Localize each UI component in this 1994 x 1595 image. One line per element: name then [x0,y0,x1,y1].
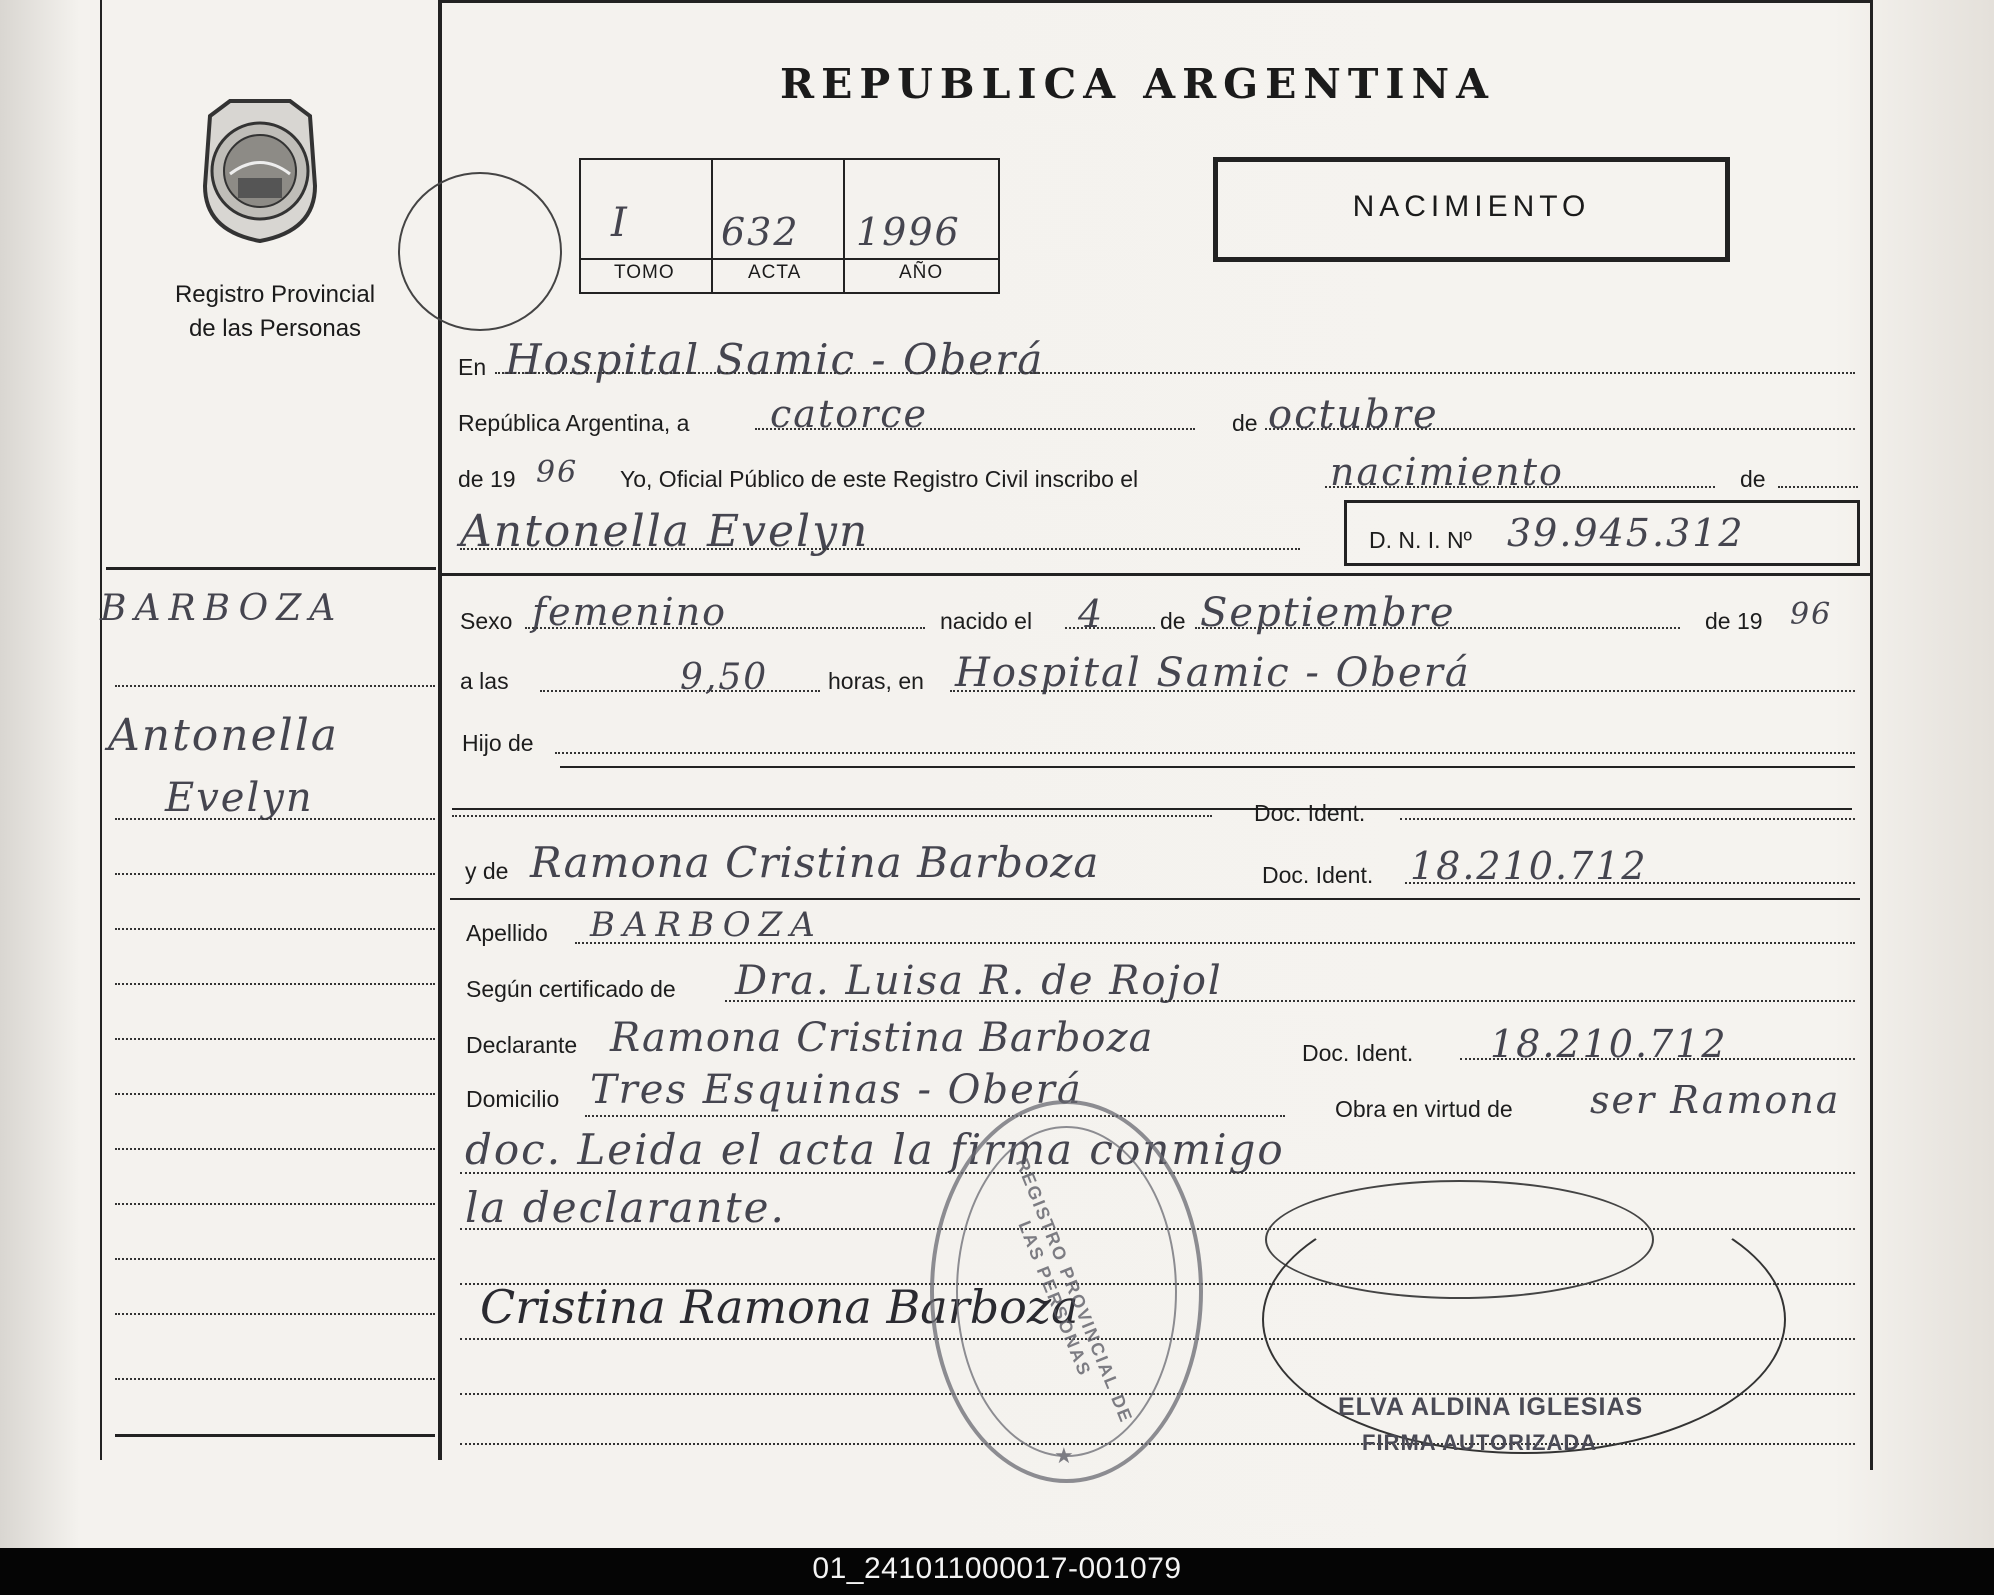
declarant-signature: Cristina Ramona Barboza [480,1280,1079,1334]
mother-doc: 18.210.712 [1410,844,1648,888]
year-prefix: de 19 [458,466,516,492]
y-de-label: y de [465,858,509,884]
mother-value: Ramona Cristina Barboza [530,838,1100,887]
hijo-rule [560,766,1855,768]
inscribo-line [1325,486,1715,488]
father-doc-line [1400,818,1855,820]
pen-circle-mark [398,172,562,331]
registry-office-label: Registro Provincial de las Personas [174,281,376,342]
margin-line [115,983,435,985]
registry-stamp-text: REGISTRO PROVINCIAL DE LAS PERSONAS [1011,1155,1137,1427]
domicilio-line [585,1115,1285,1117]
dni-box [1344,500,1860,566]
apellido-line [575,942,1855,944]
horas-label: horas, en [828,668,924,694]
margin-line [115,818,435,820]
margin-given-name-2: Evelyn [165,775,314,821]
record-type-box [1213,157,1730,262]
record-type-label: NACIMIENTO [1352,190,1591,223]
day-line [755,428,1195,430]
place-value: Hospital Samic - Oberá [955,650,1471,696]
margin-line [115,1378,435,1380]
birth-month: Septiembre [1200,590,1456,636]
en-value: Hospital Samic - Oberá [505,335,1045,384]
declarante-doc-line [1460,1058,1855,1060]
month-line [1265,428,1855,430]
tomo-value: I [611,200,629,246]
margin-line [115,685,435,687]
star-icon: ★ [1054,1443,1074,1468]
doc-ident3-label: Doc. Ident. [1302,1040,1414,1066]
record-reference-box [579,158,1000,294]
image-id-label: 01_241011000017-001079 [812,1552,1182,1585]
ano-value: 1996 [856,210,961,254]
de2-line [1778,486,1858,488]
republica-label: República Argentina, a [458,410,690,436]
left-margin-line [100,0,102,1460]
ano-label: AÑO [899,262,944,283]
registry-stamp [930,1100,1203,1483]
margin-line [115,1203,435,1205]
birth-year-suffix: 96 [1790,597,1833,632]
de4-label: de 19 [1705,608,1763,634]
margin-line [115,873,435,875]
birth-day: 4 [1078,592,1105,636]
statement-line-1: doc. Leida el acta la firma conmigo [465,1125,1285,1174]
inscribo-text: Yo, Oficial Público de este Registro Civil inscribo el [620,466,1139,492]
inscribo-value: nacimiento [1330,450,1564,494]
certificado-label: Según certificado de [466,976,676,1002]
acta-label: ACTA [748,262,802,283]
section-rule [442,573,1870,576]
top-border [438,0,1873,3]
day-value: catorce [770,392,929,436]
province-seal [190,96,330,246]
tomo-label: TOMO [614,262,675,283]
father-line [452,815,1212,817]
month-value: octubre [1268,392,1439,438]
official-title: FIRMA AUTORIZADA [1362,1430,1598,1455]
a-las-label: a las [460,668,509,694]
acta-value: 632 [721,210,800,254]
birth-day-line [1065,627,1155,629]
official-name: ELVA ALDINA IGLESIAS [1338,1393,1644,1421]
blank-line [460,1443,1855,1445]
declarante-doc: 18.210.712 [1490,1022,1728,1066]
dni-value: 39.945.312 [1507,511,1745,555]
margin-line [115,928,435,930]
certificado-line [725,1000,1855,1002]
hijo-label: Hijo de [462,730,534,756]
margin-line [115,1148,435,1150]
hour-value: 9,50 [680,657,769,698]
de2-label: de [1740,466,1766,492]
apellido-value: BARBOZA [590,905,823,945]
hijo-line [555,752,1855,754]
sexo-value: femenino [532,590,728,634]
domicilio-label: Domicilio [466,1086,560,1112]
declarante-value: Ramona Cristina Barboza [610,1015,1154,1061]
misiones-seal-icon [190,96,330,246]
left-margin-rule [106,567,436,570]
father-rule [452,808,1852,810]
domicilio-value: Tres Esquinas - Oberá [590,1067,1083,1113]
de3-label: de [1160,608,1186,634]
margin-line [115,1258,435,1260]
de-label: de [1232,410,1258,436]
margin-line [115,1093,435,1095]
declarante-label: Declarante [466,1032,578,1058]
obra-value: ser Ramona [1590,1078,1841,1122]
mother-doc-line [1405,882,1855,884]
margin-line [115,1313,435,1315]
doc-ident2-label: Doc. Ident. [1262,862,1374,888]
en-line [495,372,1855,374]
right-border [1870,0,1873,1470]
margin-bottom-rule [115,1434,435,1437]
statement-line-2: la declarante. [465,1183,786,1232]
place-line [950,690,1855,692]
obra-label: Obra en virtud de [1335,1096,1513,1122]
sexo-label: Sexo [460,608,513,634]
birth-month-line [1195,627,1680,629]
margin-surname: BARBOZA [100,588,344,629]
doc-ident-label: Doc. Ident. [1254,800,1366,826]
en-label: En [458,354,487,380]
dni-label: D. N. I. Nº [1369,527,1472,553]
country-title: REPUBLICA ARGENTINA [780,60,1495,108]
nacido-label: nacido el [940,608,1033,634]
year-suffix: 96 [536,455,579,490]
child-name-value: Antonella Evelyn [460,506,870,557]
sexo-line [525,627,925,629]
margin-line [115,1038,435,1040]
mother-rule [450,898,1860,900]
name-line [460,548,1300,550]
margin-given-name-1: Antonella [108,710,340,761]
certificado-value: Dra. Luisa R. de Rojol [735,958,1223,1004]
apellido-label: Apellido [466,920,548,946]
